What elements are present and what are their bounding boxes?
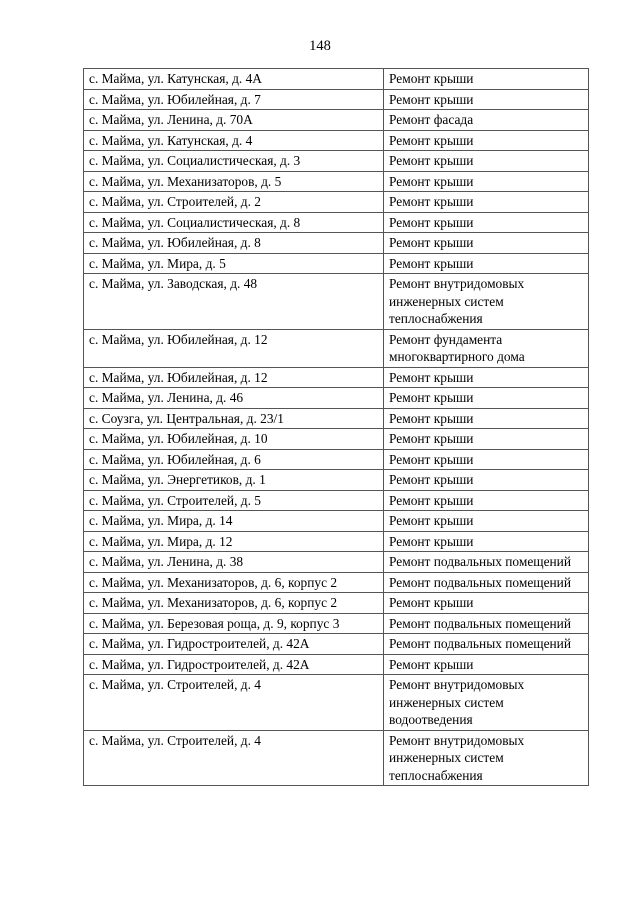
- table-row: [84, 490, 589, 511]
- table-row: [84, 192, 589, 213]
- address-cell: с. Майма, ул. Гидростроителей, д. 42А: [84, 654, 384, 675]
- table-row: [84, 552, 589, 573]
- table-row: [84, 110, 589, 131]
- address-cell: с. Майма, ул. Социалистическая, д. 8: [84, 212, 384, 233]
- work-type-cell: Ремонт внутридомовых инженерных систем теплоснабжения: [384, 274, 589, 330]
- work-type-cell: Ремонт крыши: [384, 449, 589, 470]
- work-type-cell: Ремонт фасада: [384, 110, 589, 131]
- table-row: [84, 329, 589, 367]
- table-row: [84, 253, 589, 274]
- address-cell: с. Майма, ул. Гидростроителей, д. 42А: [84, 634, 384, 655]
- work-type-cell: Ремонт подвальных помещений: [384, 572, 589, 593]
- address-cell: с. Майма, ул. Юбилейная, д. 12: [84, 329, 384, 367]
- address-cell: с. Майма, ул. Юбилейная, д. 8: [84, 233, 384, 254]
- page-number: 148: [309, 38, 331, 54]
- address-cell: с. Майма, ул. Мира, д. 12: [84, 531, 384, 552]
- table-row: [84, 470, 589, 491]
- work-type-cell: Ремонт подвальных помещений: [384, 552, 589, 573]
- address-cell: с. Майма, ул. Березовая роща, д. 9, корпус 3: [84, 613, 384, 634]
- work-type-cell: Ремонт крыши: [384, 654, 589, 675]
- table-row: [84, 531, 589, 552]
- address-cell: с. Майма, ул. Энергетиков, д. 1: [84, 470, 384, 491]
- table-row: [84, 593, 589, 614]
- work-type-cell: Ремонт крыши: [384, 470, 589, 491]
- address-cell: с. Майма, ул. Строителей, д. 4: [84, 675, 384, 731]
- table-row: [84, 613, 589, 634]
- work-type-cell: Ремонт крыши: [384, 233, 589, 254]
- table-row: [84, 408, 589, 429]
- work-type-cell: Ремонт крыши: [384, 511, 589, 532]
- address-cell: с. Майма, ул. Механизаторов, д. 6, корпус 2: [84, 593, 384, 614]
- work-type-cell: Ремонт крыши: [384, 593, 589, 614]
- table-row: [84, 69, 589, 90]
- table-row: [84, 130, 589, 151]
- work-type-cell: Ремонт крыши: [384, 490, 589, 511]
- address-cell: с. Майма, ул. Мира, д. 14: [84, 511, 384, 532]
- address-cell: с. Майма, ул. Ленина, д. 46: [84, 388, 384, 409]
- table-row: [84, 654, 589, 675]
- work-type-cell: Ремонт подвальных помещений: [384, 613, 589, 634]
- address-cell: с. Майма, ул. Механизаторов, д. 6, корпус 2: [84, 572, 384, 593]
- address-cell: с. Соузга, ул. Центральная, д. 23/1: [84, 408, 384, 429]
- address-cell: с. Майма, ул. Строителей, д. 5: [84, 490, 384, 511]
- works-table: [83, 68, 589, 786]
- work-type-cell: Ремонт подвальных помещений: [384, 634, 589, 655]
- work-type-cell: Ремонт крыши: [384, 388, 589, 409]
- works-table-body: [84, 69, 589, 786]
- table-row: [84, 171, 589, 192]
- address-cell: с. Майма, ул. Катунская, д. 4: [84, 130, 384, 151]
- table-row: [84, 274, 589, 330]
- work-type-cell: Ремонт фундамента многоквартирного дома: [384, 329, 589, 367]
- address-cell: с. Майма, ул. Катунская, д. 4А: [84, 69, 384, 90]
- table-row: [84, 634, 589, 655]
- work-type-cell: Ремонт внутридомовых инженерных систем водоотведения: [384, 675, 589, 731]
- work-type-cell: Ремонт крыши: [384, 192, 589, 213]
- table-row: [84, 89, 589, 110]
- table-row: [84, 511, 589, 532]
- table-row: [84, 449, 589, 470]
- address-cell: с. Майма, ул. Заводская, д. 48: [84, 274, 384, 330]
- address-cell: с. Майма, ул. Юбилейная, д. 7: [84, 89, 384, 110]
- address-cell: с. Майма, ул. Ленина, д. 38: [84, 552, 384, 573]
- work-type-cell: Ремонт крыши: [384, 69, 589, 90]
- work-type-cell: Ремонт крыши: [384, 89, 589, 110]
- address-cell: с. Майма, ул. Ленина, д. 70А: [84, 110, 384, 131]
- work-type-cell: Ремонт крыши: [384, 367, 589, 388]
- address-cell: с. Майма, ул. Социалистическая, д. 3: [84, 151, 384, 172]
- work-type-cell: Ремонт внутридомовых инженерных систем теплоснабжения: [384, 730, 589, 786]
- table-row: [84, 233, 589, 254]
- work-type-cell: Ремонт крыши: [384, 212, 589, 233]
- work-type-cell: Ремонт крыши: [384, 531, 589, 552]
- work-type-cell: Ремонт крыши: [384, 171, 589, 192]
- table-row: [84, 429, 589, 450]
- work-type-cell: Ремонт крыши: [384, 151, 589, 172]
- address-cell: с. Майма, ул. Юбилейная, д. 10: [84, 429, 384, 450]
- work-type-cell: Ремонт крыши: [384, 429, 589, 450]
- address-cell: с. Майма, ул. Строителей, д. 2: [84, 192, 384, 213]
- address-cell: с. Майма, ул. Строителей, д. 4: [84, 730, 384, 786]
- work-type-cell: Ремонт крыши: [384, 408, 589, 429]
- address-cell: с. Майма, ул. Механизаторов, д. 5: [84, 171, 384, 192]
- address-cell: с. Майма, ул. Юбилейная, д. 6: [84, 449, 384, 470]
- address-cell: с. Майма, ул. Мира, д. 5: [84, 253, 384, 274]
- table-row: [84, 388, 589, 409]
- work-type-cell: Ремонт крыши: [384, 130, 589, 151]
- table-row: [84, 212, 589, 233]
- address-cell: с. Майма, ул. Юбилейная, д. 12: [84, 367, 384, 388]
- table-row: [84, 730, 589, 786]
- table-row: [84, 572, 589, 593]
- work-type-cell: Ремонт крыши: [384, 253, 589, 274]
- table-row: [84, 367, 589, 388]
- table-row: [84, 675, 589, 731]
- table-row: [84, 151, 589, 172]
